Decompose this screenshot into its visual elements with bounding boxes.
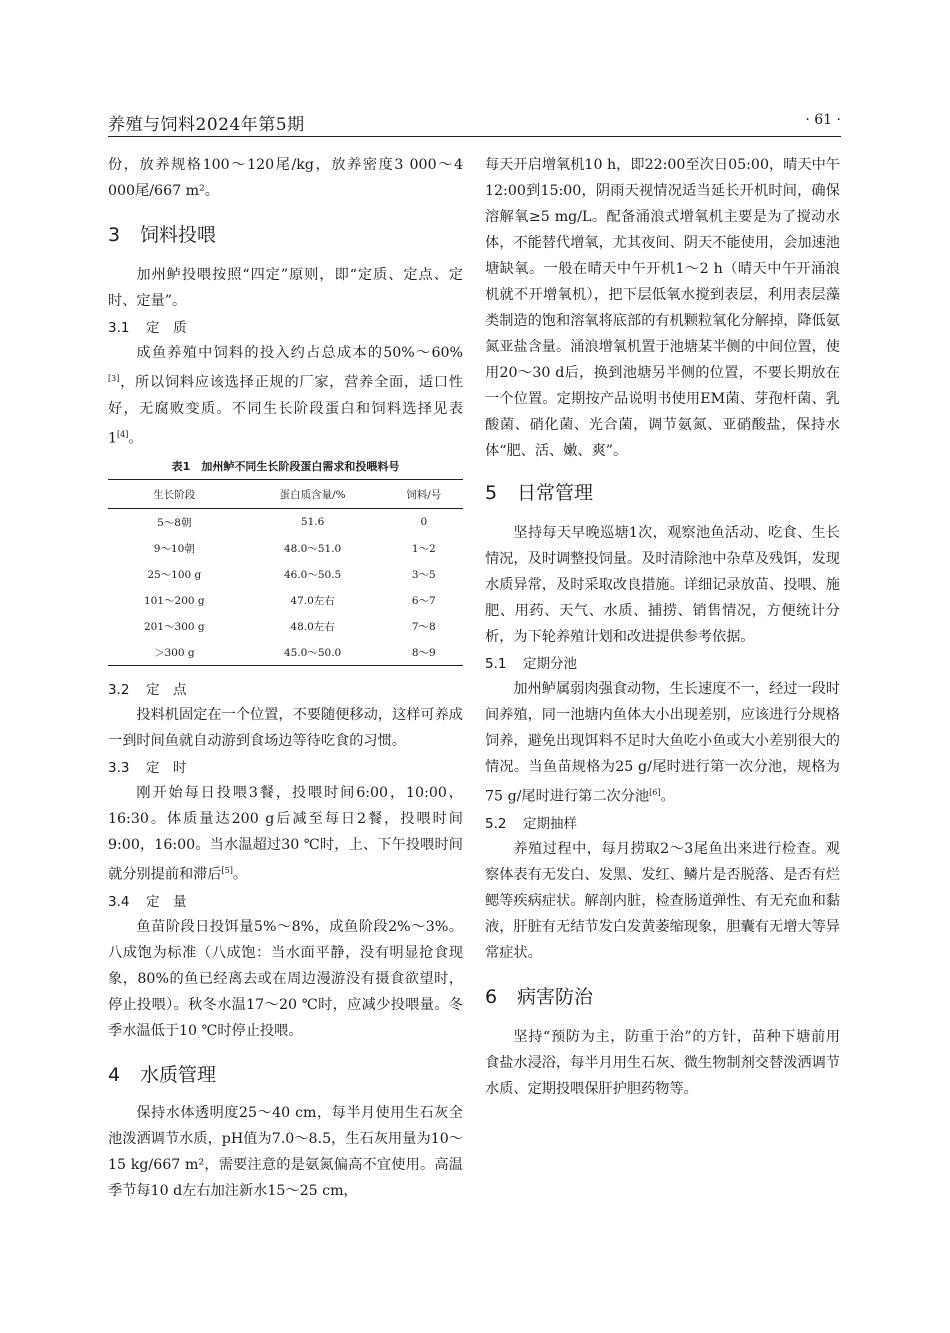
table-cell: 1～2 (411, 542, 436, 555)
paragraph-aeration: 每天开启增氧机10 h，即22:00至次日05:00，晴天中午12:00到15:00，阴雨天视情况适当延长开机时间，确保溶解氧≥5 mg/L。配备涌浪式增氧机主要是为了搅动水体，不能替代增氧，尤其夜间、阴天不能使用，会加速池塘缺氧。一般在晴天中午开机1～2 h（晴天中午开涌浪机就不开增氧机），把下层低氧水搅到表层，利用表层藻类制造的饱和溶氧将底部的有机颗粒氧化分解掉，降低氨氮亚盐含量。涌浪增氧机置于池塘某半侧的中间位置，使用20～30 d后，换到池塘另半侧的位置，不要长期放在一个位置。定期按产品说明书使用EM菌、芽孢杆菌、乳酸菌、硝化菌、光合菌，调节氨氮、亚硝酸盐，保持水体“肥、活、嫩、爽”。 (485, 157, 840, 459)
table-cell: 25～100 g (147, 568, 202, 581)
paragraph-feeding-principle: 加州鲈投喂按照“四定”原则，即“定质、定点、定时、定量”。 (108, 267, 463, 309)
header-rule (108, 136, 841, 137)
page-number: · 61 · (805, 112, 841, 128)
paragraph-pond-split: 加州鲈属弱肉强食动物，生长速度不一，经过一段时间养殖，同一池塘内鱼体大小出现差别，应该进行分规格饲养，避免出现饵料不足时大鱼吃小鱼或大小差别很大的情况。当鱼苗规格为25 g/尾时进行第一次分池，规格为75 g/尾时进行第二次分池[6]。 (485, 681, 840, 805)
section-3-2-heading: 3.2 定 点 (108, 682, 187, 699)
paragraph-timing: 刚开始每日投喂3餐，投喂时间6:00，10:00，16:30。体质量达200 g后减至每日2餐，投喂时间9:00，16:00。当水温超过30 ℃时，上、下午投喂时间就分别提前和滞后[5]。 (108, 785, 463, 884)
table-row (108, 613, 463, 639)
table-cell: 45.0～50.0 (241, 639, 385, 666)
table-header-cell: 生长阶段 (108, 480, 241, 509)
table-row (108, 587, 463, 613)
table-header-cell: 饲料/号 (385, 480, 463, 509)
table-cell: 0 (420, 516, 428, 529)
table-cell: 101～200 g (143, 594, 205, 607)
paragraph-quantity: 鱼苗阶段日投饵量5%～8%，成鱼阶段2%～3%。八成饱为标准（八成饱：当水面平静，没有明显抢食现象，80%的鱼已经离去或在周边漫游没有摄食欲望时，停止投喂）。秋冬水温17～20 ℃时，应减少投喂量。冬季水温低于10 ℃时停止投喂。 (108, 919, 463, 1040)
table-row (108, 509, 463, 536)
section-6-heading: 6 病害防治 (485, 985, 594, 1008)
running-header (108, 110, 841, 138)
paragraph-water-quality: 保持水体透明度25～40 cm，每半月使用生石灰全池泼洒调节水质，pH值为7.0～8.5，生石灰用量为10～15 kg/667 m²，需要注意的是氨氮偏高不宜使用。高温季节每10 d左右加注新水15～25 cm， (108, 1105, 463, 1200)
paragraph-quality: 成鱼养殖中饲料的投入约占总成本的50%～60%[3]，所以饲料应该选择正规的厂家，营养全面，适口性好，无腐败变质。不同生长阶段蛋白和饲料选择见表1[4]。 (108, 345, 463, 447)
table-cell: 48.0左右 (290, 620, 335, 633)
table-cell: 3～5 (411, 568, 436, 581)
section-3-heading: 3 饲料投喂 (108, 224, 217, 246)
journal-title: 养殖与饲料2024年第5期 (108, 115, 305, 135)
section-3-4-heading: 3.4 定 量 (108, 894, 187, 911)
paragraph-stocking: 份，放养规格100～120尾/kg，放养密度3 000～4 000尾/667 m²。 (108, 157, 463, 199)
paragraph-location: 投料机固定在一个位置，不要随便移动，这样可养成一到时间鱼就自动游到食场边等待吃食的习惯。 (108, 707, 463, 750)
table-header-cell: 蛋白质含量/% (241, 480, 385, 509)
feed-table (108, 479, 463, 666)
left-column (108, 152, 463, 1204)
table-cell: 201～300 g (143, 620, 205, 633)
table-caption: 表1 加州鲈不同生长阶段蛋白需求和投喂料号 (171, 460, 400, 474)
paragraph-disease-prevention: 坚持“预防为主，防重于治”的方针，苗种下塘前用食盐水浸浴，每半月用生石灰、微生物制剂交替泼洒调节水质、定期投喂保肝护胆药物等。 (485, 1028, 840, 1097)
paragraph-daily-management: 坚持每天早晚巡塘1次，观察池鱼活动、吃食、生长情况，及时调整投饲量。及时清除池中杂草及残饵，发现水质异常，及时采取改良措施。详细记录放苗、投喂、施肥、用药、天气、水质、捕捞、销售情况，方便统计分析，为下轮养殖计划和改进提供参考依据。 (485, 525, 840, 645)
section-5-2-heading: 5.2 定期抽样 (485, 815, 577, 832)
table-cell: 6～7 (411, 594, 436, 607)
section-5-heading: 5 日常管理 (485, 482, 594, 504)
table-cell: 48.0～51.0 (283, 542, 342, 555)
table-row (108, 535, 463, 561)
paragraph-sampling: 养殖过程中，每月捞取2～3尾鱼出来进行检查。观察体表有无发白、发黑、发红、鳞片是否脱落、是否有烂鳃等疾病症状。解剖内脏，检查肠道弹性、有无充血和黏液，肝脏有无结节发白发黄萎缩现象，胆囊有无增大等异常症状。 (485, 840, 840, 961)
table-cell: 47.0左右 (290, 594, 335, 607)
section-3-3-heading: 3.3 定 时 (108, 760, 187, 777)
table-cell: 7～8 (411, 620, 436, 633)
table-header-row (108, 480, 463, 509)
table-cell: 46.0～50.5 (283, 568, 342, 581)
right-column (485, 152, 840, 1102)
section-5-1-heading: 5.1 定期分池 (485, 656, 577, 672)
table-cell: 9～10朝 (153, 542, 195, 555)
section-4-heading: 4 水质管理 (108, 1064, 217, 1087)
table-cell: 5～8朝 (157, 516, 192, 529)
table-row (108, 561, 463, 587)
table-cell: 51.6 (300, 516, 325, 529)
table-cell: ＞300 g (108, 639, 241, 666)
section-3-1-heading: 3.1 定 质 (108, 320, 187, 336)
table-cell: 8～9 (385, 639, 463, 666)
table-row (108, 639, 463, 666)
